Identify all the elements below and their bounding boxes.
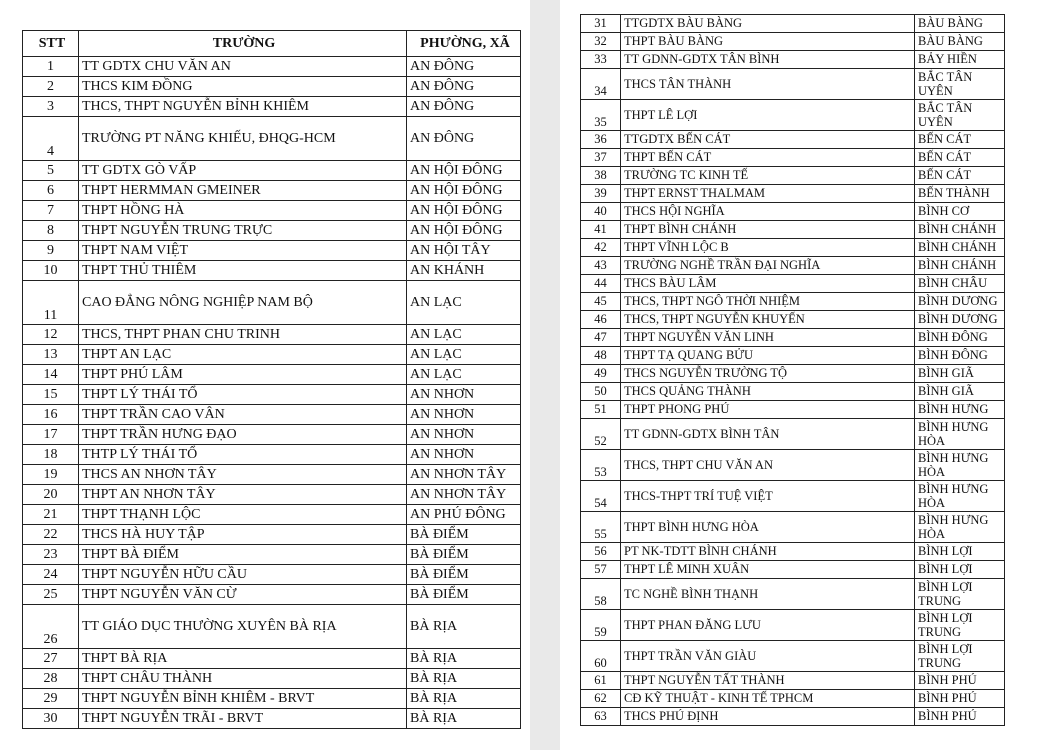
- ward-name-cell: BÌNH HƯNG HÒA: [915, 512, 1005, 543]
- table-row: [23, 525, 521, 545]
- school-name-cell: THPT VĨNH LỘC B: [621, 239, 915, 257]
- ward-name-cell: AN LẠC: [407, 281, 521, 325]
- table-row: [23, 77, 521, 97]
- table-row: [581, 167, 1005, 185]
- ward-name-cell: BÌNH HƯNG HÒA: [915, 450, 1005, 481]
- ward-name-cell: BÀ RỊA: [407, 669, 521, 689]
- stt-cell: 61: [581, 672, 621, 690]
- school-name-cell: TT GDTX CHU VĂN AN: [79, 57, 407, 77]
- table-row: [581, 33, 1005, 51]
- ward-name-cell: BÀ RỊA: [407, 605, 521, 649]
- table-row: [23, 689, 521, 709]
- ward-name-cell: BÌNH DƯƠNG: [915, 311, 1005, 329]
- school-name-cell: THPT NGUYỄN VĂN LINH: [621, 329, 915, 347]
- table-row: [23, 709, 521, 729]
- stt-cell: 47: [581, 329, 621, 347]
- stt-cell: 26: [23, 605, 79, 649]
- school-name-cell: THPT THỦ THIÊM: [79, 261, 407, 281]
- table-row: [581, 672, 1005, 690]
- ward-name-cell: BẢY HIỀN: [915, 51, 1005, 69]
- table-row: [23, 605, 521, 649]
- ward-name-cell: BÌNH ĐÔNG: [915, 347, 1005, 365]
- stt-cell: 55: [581, 512, 621, 543]
- table-row: [581, 311, 1005, 329]
- ward-name-cell: BÀ ĐIỂM: [407, 565, 521, 585]
- stt-cell: 2: [23, 77, 79, 97]
- school-name-cell: THPT BÌNH HƯNG HÒA: [621, 512, 915, 543]
- ward-name-cell: AN LẠC: [407, 325, 521, 345]
- stt-cell: 5: [23, 161, 79, 181]
- ward-name-cell: BÀU BÀNG: [915, 15, 1005, 33]
- ward-name-cell: BÀ RỊA: [407, 649, 521, 669]
- school-name-cell: THCS QUẢNG THÀNH: [621, 383, 915, 401]
- school-name-cell: THPT NGUYỄN HỮU CẦU: [79, 565, 407, 585]
- school-name-cell: TT GIÁO DỤC THƯỜNG XUYÊN BÀ RỊA: [79, 605, 407, 649]
- table-row: [23, 669, 521, 689]
- ward-name-cell: BÌNH LỢI TRUNG: [915, 610, 1005, 641]
- ward-name-cell: AN NHƠN: [407, 385, 521, 405]
- school-name-cell: TT GDNN-GDTX TÂN BÌNH: [621, 51, 915, 69]
- table-row: [23, 545, 521, 565]
- ward-name-cell: BÌNH GIÃ: [915, 365, 1005, 383]
- table-row: [23, 57, 521, 77]
- table-row: [581, 365, 1005, 383]
- ward-name-cell: AN HỘI ĐÔNG: [407, 201, 521, 221]
- stt-cell: 12: [23, 325, 79, 345]
- stt-cell: 17: [23, 425, 79, 445]
- ward-name-cell: BÀ ĐIỂM: [407, 585, 521, 605]
- table-row: [581, 347, 1005, 365]
- stt-cell: 3: [23, 97, 79, 117]
- table-row: [581, 512, 1005, 543]
- stt-cell: 36: [581, 131, 621, 149]
- table-row: [23, 221, 521, 241]
- table-row: [581, 383, 1005, 401]
- stt-cell: 33: [581, 51, 621, 69]
- table-row: [23, 405, 521, 425]
- ward-name-cell: BÌNH CHÁNH: [915, 257, 1005, 275]
- school-name-cell: TTGDTX BÀU BÀNG: [621, 15, 915, 33]
- stt-cell: 60: [581, 641, 621, 672]
- school-name-cell: THPT THẠNH LỘC: [79, 505, 407, 525]
- table-row: [23, 445, 521, 465]
- table-row: [23, 161, 521, 181]
- ward-name-cell: AN ĐÔNG: [407, 117, 521, 161]
- ward-name-cell: BÌNH CHÁNH: [915, 221, 1005, 239]
- stt-cell: 39: [581, 185, 621, 203]
- table-row: [581, 450, 1005, 481]
- ward-name-cell: AN ĐÔNG: [407, 97, 521, 117]
- table-row: [23, 425, 521, 445]
- school-name-cell: PT NK-TDTT BÌNH CHÁNH: [621, 543, 915, 561]
- stt-cell: 18: [23, 445, 79, 465]
- stt-cell: 40: [581, 203, 621, 221]
- ward-name-cell: AN KHÁNH: [407, 261, 521, 281]
- ward-name-cell: BÌNH HƯNG HÒA: [915, 419, 1005, 450]
- stt-cell: 27: [23, 649, 79, 669]
- table-row: [23, 117, 521, 161]
- ward-name-cell: BÌNH LỢI: [915, 561, 1005, 579]
- stt-cell: 9: [23, 241, 79, 261]
- ward-name-cell: BÌNH ĐÔNG: [915, 329, 1005, 347]
- table-row: [581, 203, 1005, 221]
- school-name-cell: THPT LÊ LỢI: [621, 100, 915, 131]
- ward-name-cell: BÀ RỊA: [407, 689, 521, 709]
- ward-name-cell: AN HỘI ĐÔNG: [407, 221, 521, 241]
- ward-name-cell: BÌNH CHÂU: [915, 275, 1005, 293]
- table-row: [581, 641, 1005, 672]
- ward-name-cell: BÌNH PHÚ: [915, 672, 1005, 690]
- header-ward: PHƯỜNG, XÃ: [407, 31, 521, 57]
- school-name-cell: TT GDNN-GDTX BÌNH TÂN: [621, 419, 915, 450]
- school-name-cell: THTP LÝ THÁI TỔ: [79, 445, 407, 465]
- ward-name-cell: AN HỘI TÂY: [407, 241, 521, 261]
- table-row: [581, 481, 1005, 512]
- school-name-cell: THCS-THPT TRÍ TUỆ VIỆT: [621, 481, 915, 512]
- table-row: [23, 281, 521, 325]
- school-name-cell: THPT NGUYỄN TẤT THÀNH: [621, 672, 915, 690]
- school-name-cell: CĐ KỸ THUẬT - KINH TẾ TPHCM: [621, 690, 915, 708]
- stt-cell: 34: [581, 69, 621, 100]
- table-row: [581, 239, 1005, 257]
- ward-name-cell: AN HỘI ĐÔNG: [407, 181, 521, 201]
- ward-name-cell: BÌNH GIÃ: [915, 383, 1005, 401]
- stt-cell: 53: [581, 450, 621, 481]
- school-name-cell: THPT TRẦN VĂN GIÀU: [621, 641, 915, 672]
- school-table-right: [580, 14, 1005, 726]
- school-name-cell: THPT NGUYỄN TRÃI - BRVT: [79, 709, 407, 729]
- header-school: TRƯỜNG: [79, 31, 407, 57]
- stt-cell: 57: [581, 561, 621, 579]
- school-name-cell: THPT AN LẠC: [79, 345, 407, 365]
- table-row: [23, 649, 521, 669]
- school-name-cell: THCS NGUYỄN TRƯỜNG TỘ: [621, 365, 915, 383]
- table-header-row: [23, 31, 521, 57]
- table-row: [581, 610, 1005, 641]
- ward-name-cell: BÌNH CHÁNH: [915, 239, 1005, 257]
- table-row: [581, 185, 1005, 203]
- school-name-cell: THCS KIM ĐỒNG: [79, 77, 407, 97]
- school-name-cell: THPT BẾN CÁT: [621, 149, 915, 167]
- stt-cell: 48: [581, 347, 621, 365]
- school-name-cell: THPT HERMMAN GMEINER: [79, 181, 407, 201]
- stt-cell: 19: [23, 465, 79, 485]
- school-table-left: [22, 30, 521, 729]
- stt-cell: 25: [23, 585, 79, 605]
- school-name-cell: TTGDTX BẾN CÁT: [621, 131, 915, 149]
- stt-cell: 30: [23, 709, 79, 729]
- ward-name-cell: BÀ ĐIỂM: [407, 525, 521, 545]
- stt-cell: 1: [23, 57, 79, 77]
- stt-cell: 63: [581, 708, 621, 726]
- ward-name-cell: BÌNH HƯNG HÒA: [915, 481, 1005, 512]
- table-row: [581, 100, 1005, 131]
- stt-cell: 45: [581, 293, 621, 311]
- table-row: [581, 131, 1005, 149]
- stt-cell: 22: [23, 525, 79, 545]
- stt-cell: 50: [581, 383, 621, 401]
- stt-cell: 51: [581, 401, 621, 419]
- table-row: [581, 69, 1005, 100]
- ward-name-cell: BẮC TÂN UYÊN: [915, 69, 1005, 100]
- ward-name-cell: BÌNH HƯNG: [915, 401, 1005, 419]
- stt-cell: 23: [23, 545, 79, 565]
- school-name-cell: THCS HỘI NGHĨA: [621, 203, 915, 221]
- school-name-cell: THCS, THPT NGUYỄN KHUYẾN: [621, 311, 915, 329]
- table-row: [581, 15, 1005, 33]
- school-name-cell: THCS, THPT CHU VĂN AN: [621, 450, 915, 481]
- stt-cell: 10: [23, 261, 79, 281]
- stt-cell: 35: [581, 100, 621, 131]
- school-name-cell: THCS AN NHƠN TÂY: [79, 465, 407, 485]
- ward-name-cell: BÌNH LỢI TRUNG: [915, 641, 1005, 672]
- stt-cell: 15: [23, 385, 79, 405]
- table-row: [23, 485, 521, 505]
- table-row: [23, 385, 521, 405]
- table-row: [23, 565, 521, 585]
- ward-name-cell: AN PHÚ ĐÔNG: [407, 505, 521, 525]
- stt-cell: 44: [581, 275, 621, 293]
- ward-name-cell: BÌNH LỢI TRUNG: [915, 579, 1005, 610]
- school-name-cell: TT GDTX GÒ VẤP: [79, 161, 407, 181]
- ward-name-cell: AN NHƠN: [407, 405, 521, 425]
- school-name-cell: THPT PHONG PHÚ: [621, 401, 915, 419]
- table-row: [23, 97, 521, 117]
- school-name-cell: THCS TÂN THÀNH: [621, 69, 915, 100]
- ward-name-cell: BÌNH CƠ: [915, 203, 1005, 221]
- school-name-cell: THPT ERNST THALMAM: [621, 185, 915, 203]
- school-name-cell: TRƯỜNG PT NĂNG KHIẾU, ĐHQG-HCM: [79, 117, 407, 161]
- school-name-cell: THCS, THPT PHAN CHU TRINH: [79, 325, 407, 345]
- table-row: [581, 561, 1005, 579]
- stt-cell: 52: [581, 419, 621, 450]
- table-row: [581, 419, 1005, 450]
- ward-name-cell: BẮC TÂN UYÊN: [915, 100, 1005, 131]
- school-name-cell: THPT BÌNH CHÁNH: [621, 221, 915, 239]
- ward-name-cell: AN ĐÔNG: [407, 57, 521, 77]
- table-row: [581, 708, 1005, 726]
- school-name-cell: TRƯỜNG NGHỀ TRẦN ĐẠI NGHĨA: [621, 257, 915, 275]
- stt-cell: 11: [23, 281, 79, 325]
- table-row: [23, 345, 521, 365]
- stt-cell: 7: [23, 201, 79, 221]
- table-row: [23, 181, 521, 201]
- school-name-cell: THPT NAM VIỆT: [79, 241, 407, 261]
- stt-cell: 58: [581, 579, 621, 610]
- table-row: [23, 465, 521, 485]
- table-row: [23, 261, 521, 281]
- stt-cell: 16: [23, 405, 79, 425]
- school-name-cell: CAO ĐẲNG NÔNG NGHIỆP NAM BỘ: [79, 281, 407, 325]
- ward-name-cell: AN NHƠN: [407, 425, 521, 445]
- ward-name-cell: AN LẠC: [407, 345, 521, 365]
- stt-cell: 24: [23, 565, 79, 585]
- stt-cell: 13: [23, 345, 79, 365]
- stt-cell: 29: [23, 689, 79, 709]
- stt-cell: 32: [581, 33, 621, 51]
- ward-name-cell: BÌNH LỢI: [915, 543, 1005, 561]
- school-name-cell: THCS PHÚ ĐỊNH: [621, 708, 915, 726]
- school-name-cell: THPT HỒNG HÀ: [79, 201, 407, 221]
- ward-name-cell: AN LẠC: [407, 365, 521, 385]
- school-name-cell: THPT NGUYỄN BỈNH KHIÊM - BRVT: [79, 689, 407, 709]
- table-row: [23, 585, 521, 605]
- table-row: [23, 505, 521, 525]
- school-name-cell: THCS, THPT NGÔ THỜI NHIỆM: [621, 293, 915, 311]
- table-row: [581, 257, 1005, 275]
- stt-cell: 62: [581, 690, 621, 708]
- table-row: [581, 149, 1005, 167]
- school-name-cell: THPT TRẦN HƯNG ĐẠO: [79, 425, 407, 445]
- ward-name-cell: BẾN CÁT: [915, 167, 1005, 185]
- school-name-cell: THPT TRẦN CAO VÂN: [79, 405, 407, 425]
- stt-cell: 56: [581, 543, 621, 561]
- school-name-cell: THPT NGUYỄN TRUNG TRỰC: [79, 221, 407, 241]
- table-row: [23, 365, 521, 385]
- table-row: [23, 241, 521, 261]
- ward-name-cell: BẾN CÁT: [915, 149, 1005, 167]
- school-name-cell: THPT PHÚ LÂM: [79, 365, 407, 385]
- table-row: [581, 51, 1005, 69]
- table-row: [23, 325, 521, 345]
- school-name-cell: THCS, THPT NGUYỄN BỈNH KHIÊM: [79, 97, 407, 117]
- stt-cell: 31: [581, 15, 621, 33]
- ward-name-cell: AN NHƠN TÂY: [407, 465, 521, 485]
- ward-name-cell: BẾN THÀNH: [915, 185, 1005, 203]
- stt-cell: 37: [581, 149, 621, 167]
- table-row: [581, 401, 1005, 419]
- school-name-cell: THPT PHAN ĐĂNG LƯU: [621, 610, 915, 641]
- ward-name-cell: BẾN CÁT: [915, 131, 1005, 149]
- stt-cell: 38: [581, 167, 621, 185]
- stt-cell: 4: [23, 117, 79, 161]
- school-name-cell: THPT NGUYỄN VĂN CỪ: [79, 585, 407, 605]
- school-name-cell: TRƯỜNG TC KINH TẾ: [621, 167, 915, 185]
- school-name-cell: THPT BÀU BÀNG: [621, 33, 915, 51]
- stt-cell: 59: [581, 610, 621, 641]
- stt-cell: 14: [23, 365, 79, 385]
- school-name-cell: THPT BÀ ĐIỂM: [79, 545, 407, 565]
- ward-name-cell: BÌNH PHÚ: [915, 708, 1005, 726]
- stt-cell: 6: [23, 181, 79, 201]
- school-name-cell: THPT CHÂU THÀNH: [79, 669, 407, 689]
- school-name-cell: THPT BÀ RỊA: [79, 649, 407, 669]
- table-row: [581, 293, 1005, 311]
- school-name-cell: THCS BÀU LÂM: [621, 275, 915, 293]
- school-name-cell: THPT LÝ THÁI TỔ: [79, 385, 407, 405]
- stt-cell: 46: [581, 311, 621, 329]
- stt-cell: 42: [581, 239, 621, 257]
- ward-name-cell: AN HỘI ĐÔNG: [407, 161, 521, 181]
- table-row: [581, 543, 1005, 561]
- stt-cell: 49: [581, 365, 621, 383]
- school-name-cell: TC NGHỀ BÌNH THẠNH: [621, 579, 915, 610]
- stt-cell: 43: [581, 257, 621, 275]
- stt-cell: 20: [23, 485, 79, 505]
- table-row: [581, 329, 1005, 347]
- header-stt: STT: [23, 31, 79, 57]
- stt-cell: 28: [23, 669, 79, 689]
- school-name-cell: THPT LÊ MINH XUÂN: [621, 561, 915, 579]
- ward-name-cell: BÀ ĐIỂM: [407, 545, 521, 565]
- ward-name-cell: AN ĐÔNG: [407, 77, 521, 97]
- table-row: [581, 579, 1005, 610]
- ward-name-cell: BÌNH PHÚ: [915, 690, 1005, 708]
- table-row: [23, 201, 521, 221]
- school-name-cell: THCS HÀ HUY TẬP: [79, 525, 407, 545]
- ward-name-cell: AN NHƠN: [407, 445, 521, 465]
- table-row: [581, 275, 1005, 293]
- school-name-cell: THPT TẠ QUANG BỬU: [621, 347, 915, 365]
- ward-name-cell: BÌNH DƯƠNG: [915, 293, 1005, 311]
- stt-cell: 54: [581, 481, 621, 512]
- school-name-cell: THPT AN NHƠN TÂY: [79, 485, 407, 505]
- ward-name-cell: AN NHƠN TÂY: [407, 485, 521, 505]
- stt-cell: 21: [23, 505, 79, 525]
- stt-cell: 8: [23, 221, 79, 241]
- table-row: [581, 690, 1005, 708]
- ward-name-cell: BÀU BÀNG: [915, 33, 1005, 51]
- ward-name-cell: BÀ RỊA: [407, 709, 521, 729]
- stt-cell: 41: [581, 221, 621, 239]
- table-row: [581, 221, 1005, 239]
